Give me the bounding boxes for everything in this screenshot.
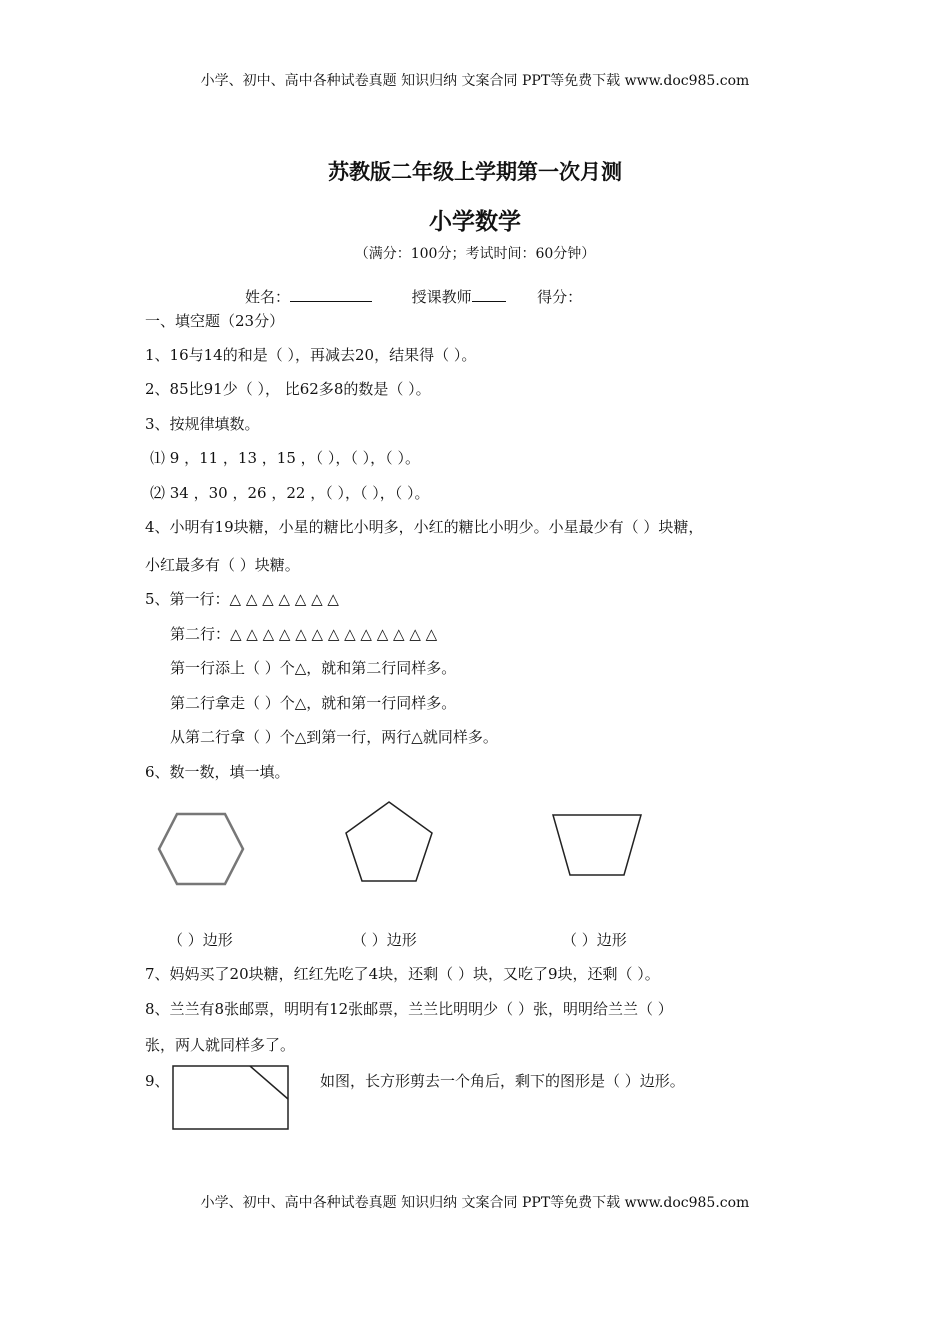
score-label: 得分：	[537, 288, 583, 306]
question-6-label-2: （ ）边形	[352, 931, 417, 949]
hexagon-shape	[155, 812, 247, 886]
question-5-a: 第一行添上（ ）个△，就和第二行同样多。	[170, 659, 457, 677]
pentagon-shape	[342, 800, 436, 884]
question-2: 2、85比91少（ ）， 比62多8的数是（ ）。	[145, 380, 431, 398]
trapezoid-shape	[551, 813, 643, 877]
question-4-line-2: 小红最多有（ ）块糖。	[145, 556, 300, 574]
name-label: 姓名：	[245, 288, 291, 306]
cut-rectangle-shape	[172, 1065, 290, 1131]
question-3-part-1: ⑴ 9 ，11 ，13 ，15 ，（ ），（ ），（ ）。	[150, 449, 420, 467]
question-5-row-1: 5、第一行：△ △ △ △ △ △ △	[145, 590, 339, 608]
page-title: 苏教版二年级上学期第一次月测	[328, 160, 622, 184]
question-6-label-1: （ ）边形	[168, 931, 233, 949]
student-info-row	[245, 285, 582, 307]
question-5-c: 从第二行拿（ ）个△到第一行，两行△就同样多。	[170, 728, 498, 746]
question-8-line-2: 张，两人就同样多了。	[145, 1036, 296, 1054]
question-5-row-2: 第二行：△ △ △ △ △ △ △ △ △ △ △ △ △	[170, 625, 438, 643]
question-9-text: 如图，长方形剪去一个角后，剩下的图形是（ ）边形。	[320, 1072, 685, 1090]
subject-title: 小学数学	[429, 209, 521, 235]
section-heading: 一、填空题（23分）	[145, 312, 285, 330]
question-7: 7、妈妈买了20块糖，红红先吃了4块，还剩（ ）块，又吃了9块，还剩（ ）。	[145, 965, 660, 983]
watermark-footer: 小学、初中、高中各种试卷真题 知识归纳 文案合同 PPT等免费下载 www.doc985.com	[200, 1195, 750, 1211]
exam-info: （满分：100分；考试时间：60分钟）	[354, 246, 596, 262]
question-4-line-1: 4、小明有19块糖，小星的糖比小明多，小红的糖比小明少。小星最少有（ ）块糖，	[145, 518, 704, 536]
teacher-label: 授课教师	[411, 288, 472, 306]
name-blank[interactable]	[290, 285, 372, 302]
question-5-b: 第二行拿走（ ）个△，就和第一行同样多。	[170, 694, 457, 712]
question-9-number: 9、	[145, 1072, 170, 1090]
question-6-label-3: （ ）边形	[562, 931, 627, 949]
watermark-header: 小学、初中、高中各种试卷真题 知识归纳 文案合同 PPT等免费下载 www.doc985.com	[200, 73, 750, 89]
question-8-line-1: 8、兰兰有8张邮票，明明有12张邮票，兰兰比明明少（ ）张，明明给兰兰（ ）	[145, 1000, 673, 1018]
question-3-part-2: ⑵ 34 ，30 ，26 ，22 ，（ ），（ ），（ ）。	[150, 484, 430, 502]
teacher-blank[interactable]	[472, 285, 506, 302]
question-1: 1、16与14的和是（ ），再减去20，结果得（ ）。	[145, 346, 477, 364]
question-6: 6、数一数，填一填。	[145, 763, 290, 781]
question-3: 3、按规律填数。	[145, 415, 260, 433]
